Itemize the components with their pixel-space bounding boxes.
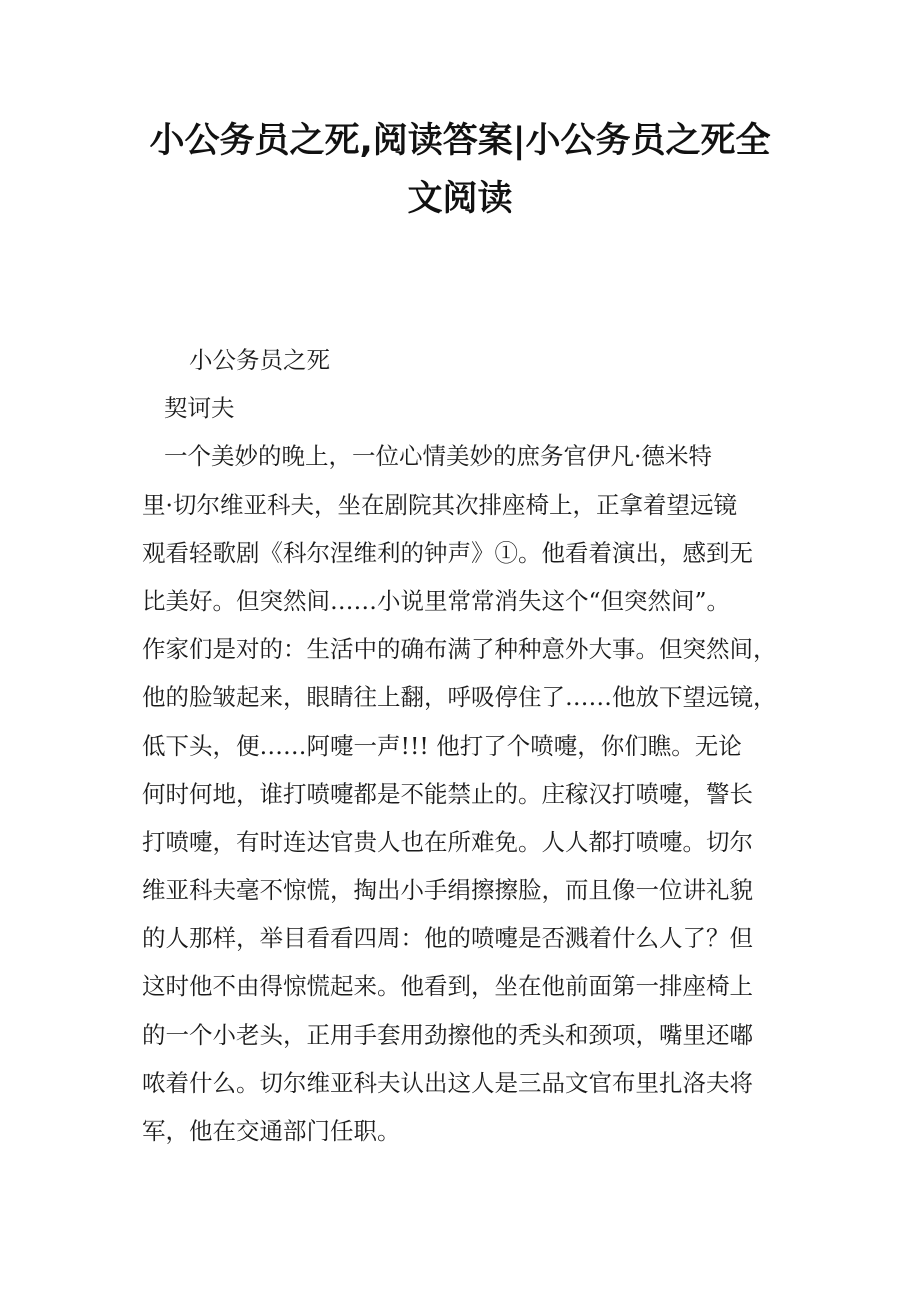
paragraph-line-14: 哝着什么。切尔维亚科夫认出这人是三品文官布里扎洛夫将 — [142, 1068, 753, 1097]
paragraph-line-12: 这时他不由得惊慌起来。他看到，坐在他前面第一排座椅上 — [142, 972, 753, 1001]
paragraph-line-10: 维亚科夫毫不惊慌，掏出小手绢擦擦脸，而且像一位讲礼貌 — [142, 876, 753, 905]
paragraph-line-6: 他的脸皱起来，眼睛往上翻，呼吸停住了……他放下望远镜， — [142, 683, 777, 712]
paragraph-line-2: 里·切尔维亚科夫，坐在剧院其次排座椅上，正拿着望远镜 — [142, 490, 737, 519]
paragraph-line-7: 低下头，便……阿嚏一声!!! 他打了个喷嚏，你们瞧。无论 — [142, 731, 742, 760]
title-line-1: 小公务员之死,阅读答案|小公务员之死全 — [149, 121, 771, 161]
article-body — [142, 336, 782, 1155]
paragraph-line-5: 作家们是对的：生活中的确布满了种种意外大事。但突然间， — [142, 635, 777, 664]
paragraph-line-4: 比美好。但突然间……小说里常常消失这个“但突然间”。 — [142, 586, 731, 615]
author-name: 契诃夫 — [164, 394, 235, 423]
paragraph-line-3: 观看轻歌剧《科尔涅维利的钟声》①。他看着演出，感到无 — [142, 538, 753, 567]
paragraph-line-15: 军，他在交通部门任职。 — [142, 1117, 401, 1145]
title-line-2: 文阅读 — [407, 179, 513, 219]
document-title — [120, 112, 800, 228]
story-title: 小公务员之死 — [189, 346, 330, 374]
paragraph-line-8: 何时何地，谁打喷嚏都是不能禁止的。庄稼汉打喷嚏，警长 — [142, 779, 753, 808]
paragraph-line-11: 的人那样，举目看看四周：他的喷嚏是否溅着什么人了？但 — [142, 924, 753, 953]
paragraph-line-1: 一个美妙的晚上，一位心情美妙的庶务官伊凡·德米特 — [164, 442, 712, 471]
paragraph-line-9: 打喷嚏，有时连达官贵人也在所难免。人人都打喷嚏。切尔 — [142, 827, 753, 856]
paragraph-line-13: 的一个小老头，正用手套用劲擦他的秃头和颈项，嘴里还嘟 — [142, 1020, 753, 1049]
